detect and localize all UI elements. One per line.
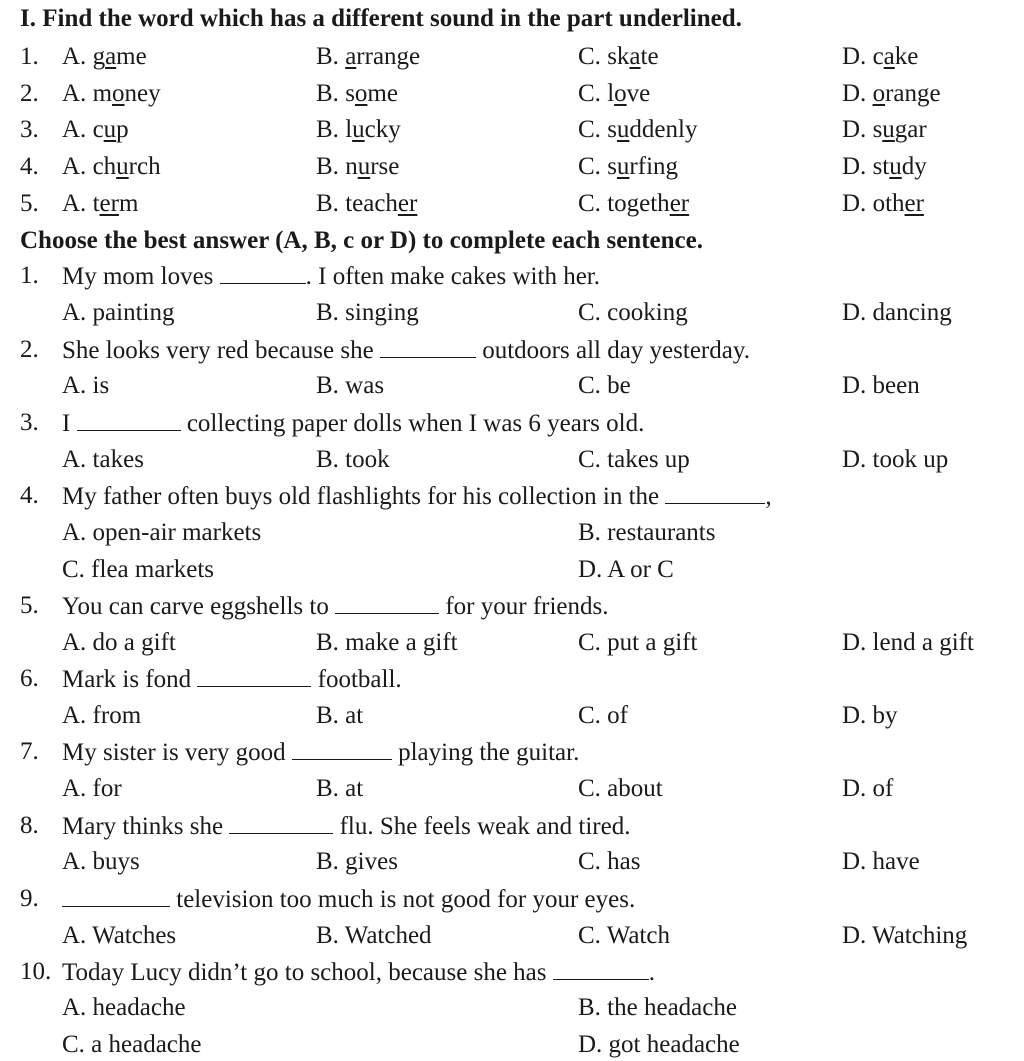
part1-q4-option-a: A. church (62, 153, 161, 180)
answer-blank (220, 261, 306, 284)
part1-q5-option-d: D. other (842, 190, 924, 217)
part2-q9-number: 9. (20, 885, 39, 912)
part2-heading: Choose the best answer (A, B, c or D) to complete each sentence. (20, 227, 703, 254)
part2-q3-option-d: D. took up (842, 446, 949, 473)
part2-q5-option-a: A. do a gift (62, 629, 176, 656)
part1-q4-option-d: D. study (842, 153, 927, 180)
answer-blank (292, 737, 392, 760)
part2-q7-option-d: D. of (842, 775, 894, 802)
part2-q1-stem: My mom loves . I often make cakes with her. (62, 263, 600, 290)
part1-q3-option-b: B. lucky (316, 116, 401, 143)
part2-q6-option-d: D. by (842, 702, 898, 729)
part2-q5-number: 5. (20, 592, 39, 619)
part1-q5-number: 5. (20, 190, 39, 217)
part2-q3-option-c: C. takes up (578, 446, 690, 473)
part2-q3-number: 3. (20, 409, 39, 436)
part2-q6-number: 6. (20, 665, 39, 692)
part2-q1-option-a: A. painting (62, 299, 175, 326)
part2-q1-option-c: C. cooking (578, 299, 688, 326)
part2-q4-option-d: D. A or C (578, 556, 674, 583)
part2-q9-stem: television too much is not good for your eyes. (62, 884, 635, 915)
part2-q2-option-b: B. was (316, 372, 385, 399)
part2-q3-stem: I collecting paper dolls when I was 6 years old. (62, 410, 645, 437)
answer-blank (62, 884, 170, 907)
part1-q2-option-d: D. orange (842, 80, 941, 107)
part2-q2-stem: She looks very red because she outdoors all day yesterday. (62, 337, 750, 364)
part2-q10-stem: Today Lucy didn’t go to school, because she has . (62, 959, 655, 986)
part2-q6-option-c: C. of (578, 702, 628, 729)
part1-q2-option-c: C. love (578, 80, 651, 107)
part2-q10-option-d: D. got headache (578, 1031, 740, 1058)
part1-q2-number: 2. (20, 80, 39, 107)
part2-q9-option-c: C. Watch (578, 922, 670, 949)
part2-q3-option-a: A. takes (62, 446, 144, 473)
answer-blank (665, 481, 765, 504)
part2-q6-option-a: A. from (62, 702, 142, 729)
part1-q5-option-c: C. together (578, 190, 690, 217)
part2-q8-option-d: D. have (842, 848, 920, 875)
part2-q8-option-b: B. gives (316, 848, 398, 875)
part2-q9-option-d: D. Watching (842, 922, 968, 949)
part2-q1-number: 1. (20, 262, 39, 289)
part1-q5-option-b: B. teacher (316, 190, 418, 217)
part2-q3-option-b: B. took (316, 446, 390, 473)
part1-q1-option-b: B. arrange (316, 43, 421, 70)
part1-q4-option-c: C. surfing (578, 153, 679, 180)
part2-q4-option-b: B. restaurants (578, 519, 716, 546)
part2-q4-number: 4. (20, 482, 39, 509)
part1-q4-option-b: B. nurse (316, 153, 400, 180)
part2-q5-option-d: D. lend a gift (842, 629, 974, 656)
part2-q7-stem: My sister is very good playing the guitar. (62, 739, 580, 766)
part2-q8-stem: Mary thinks she flu. She feels weak and tired. (62, 813, 631, 840)
part2-q10-number: 10. (20, 958, 52, 985)
part2-q7-option-a: A. for (62, 775, 122, 802)
part1-heading: I. Find the word which has a different sound in the part underlined. (20, 5, 742, 32)
part2-q1-option-b: B. singing (316, 299, 419, 326)
part2-q10-option-b: B. the headache (578, 994, 737, 1021)
part1-q3-option-a: A. cup (62, 116, 129, 143)
part2-q2-number: 2. (20, 336, 39, 363)
answer-blank (335, 591, 439, 614)
part2-q5-stem: You can carve eggshells to for your friends. (62, 593, 609, 620)
part2-q2-option-a: A. is (62, 372, 110, 399)
part2-q9-option-a: A. Watches (62, 922, 177, 949)
part2-q2-option-c: C. be (578, 372, 631, 399)
part2-q1-option-d: D. dancing (842, 299, 952, 326)
part2-q7-option-b: B. at (316, 775, 364, 802)
answer-blank (197, 664, 311, 687)
answer-blank (553, 957, 649, 980)
part2-q4-option-c: C. flea markets (62, 556, 215, 583)
part2-q9-option-b: B. Watched (316, 922, 432, 949)
part1-q5-option-a: A. term (62, 190, 139, 217)
part2-q4-option-a: A. open-air markets (62, 519, 262, 546)
part2-q10-option-c: C. a headache (62, 1031, 202, 1058)
answer-blank (380, 335, 476, 358)
part2-q6-stem: Mark is fond football. (62, 666, 402, 693)
part1-q3-option-c: C. suddenly (578, 116, 698, 143)
part1-q4-number: 4. (20, 153, 39, 180)
answer-blank (77, 408, 181, 431)
part1-q1-number: 1. (20, 43, 39, 70)
part1-q2-option-b: B. some (316, 80, 398, 107)
part2-q8-number: 8. (20, 812, 39, 839)
part1-q3-number: 3. (20, 116, 39, 143)
part2-q7-number: 7. (20, 738, 39, 765)
part2-q2-option-d: D. been (842, 372, 920, 399)
part2-q7-option-c: C. about (578, 775, 663, 802)
part2-q8-option-a: A. buys (62, 848, 140, 875)
part2-q5-option-b: B. make a gift (316, 629, 458, 656)
answer-blank (229, 811, 333, 834)
part1-q3-option-d: D. sugar (842, 116, 927, 143)
part2-q8-option-c: C. has (578, 848, 641, 875)
part1-q1-option-d: D. cake (842, 43, 919, 70)
part2-q10-option-a: A. headache (62, 994, 186, 1021)
part2-q4-stem: My father often buys old flashlights for his collection in the , (62, 483, 772, 510)
part1-q1-option-a: A. game (62, 43, 147, 70)
part2-q6-option-b: B. at (316, 702, 364, 729)
part1-q2-option-a: A. money (62, 80, 161, 107)
part1-q1-option-c: C. skate (578, 43, 659, 70)
part2-q5-option-c: C. put a gift (578, 629, 698, 656)
